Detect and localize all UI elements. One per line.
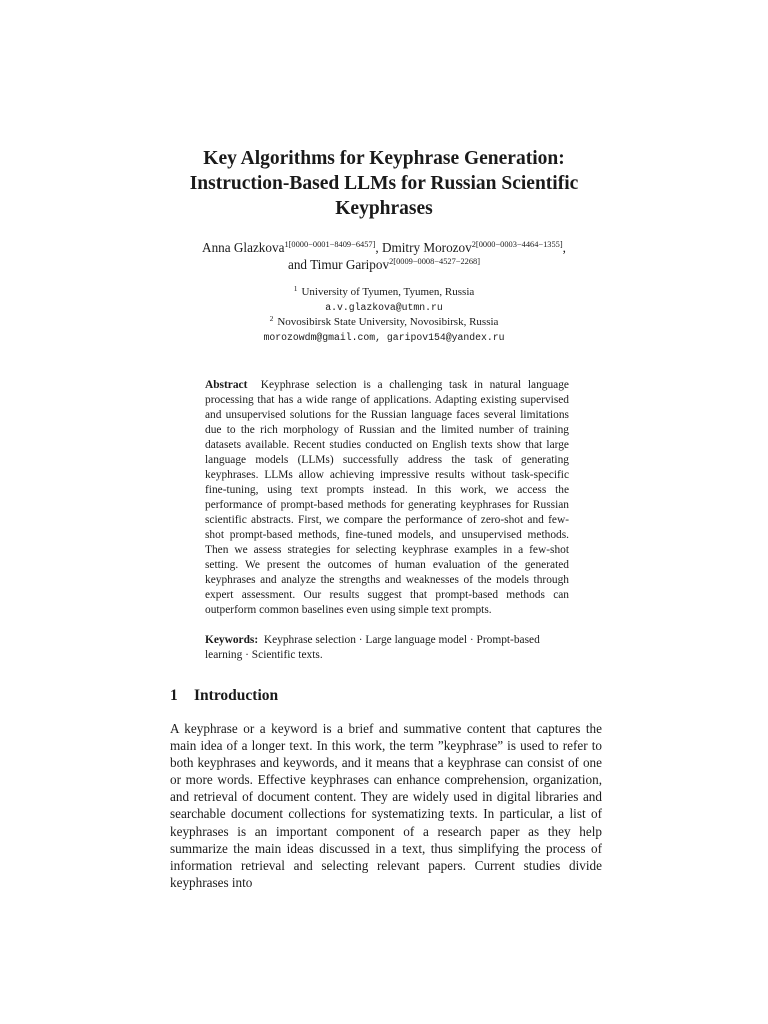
keywords-label: Keywords: xyxy=(205,634,259,646)
author-orcid: 2[0000−0003−4464−1355] xyxy=(471,240,563,249)
affiliations xyxy=(100,285,668,345)
abstract-text: Keyphrase selection is a challenging task in natural language processing that has a wide range of applications. Adapting existing supervised and unsupervised solutions for the Russian language faces several limitations due to the rich morphology of Russian and the limited number of training datasets available. Recent studies conducted on English texts show that large language models (LLMs) successfully address the task of generating keyphrases. LLMs allow achieving impressive results without task-specific fine-tuning, using text prompts instead. In this work, we access the performance of prompt-based methods for generating keyphrases for Russian scientific abstracts. First, we compare the performance of zero-shot and few-shot prompt-based methods, fine-tuned models, and unsupervised methods. Then we assess strategies for selecting keyphrase examples in a few-shot setting. We present the outcomes of human evaluation of the generated keyphrases and analyze the strengths and weaknesses of the models through expert assessment. Our results suggest that prompt-based methods can outperform common baselines even using simple text prompts. xyxy=(205,379,569,616)
author-name: Dmitry Morozov xyxy=(381,240,472,255)
title-line: Keyphrases xyxy=(335,198,433,219)
author-line xyxy=(100,239,668,256)
title-line: Key Algorithms for Keyphrase Generation: xyxy=(203,148,565,169)
keywords-text: Keyphrase selection · Large language model · Prompt-based learning · Scientific texts. xyxy=(205,634,540,661)
abstract-label: Abstract xyxy=(205,379,248,391)
author-name: Anna Glazkova xyxy=(202,240,285,255)
paper-title xyxy=(120,146,648,221)
affiliation-number: 1 xyxy=(293,284,298,293)
affiliation-2 xyxy=(100,315,668,330)
affiliation-1 xyxy=(100,285,668,300)
affiliation-number: 2 xyxy=(269,314,274,323)
section-heading xyxy=(170,687,278,705)
author-orcid: 1[0000−0001−8409−6457] xyxy=(284,240,376,249)
author-name: Timur Garipov xyxy=(310,257,390,272)
author-separator: , xyxy=(562,240,566,255)
author-separator: , xyxy=(375,240,382,255)
affiliation-text: University of Tyumen, Tyumen, Russia xyxy=(301,286,475,298)
author-line xyxy=(100,256,668,273)
author-conjunction: and xyxy=(287,257,311,272)
author-orcid: 2[0009−0008−4527−2268] xyxy=(389,257,481,266)
affiliation-email: morozowdm@gmail.com, garipov154@yandex.ru xyxy=(263,332,505,343)
affiliation-email: a.v.glazkova@utmn.ru xyxy=(325,302,443,313)
keywords xyxy=(205,633,569,663)
author-list xyxy=(100,239,668,273)
intro-paragraph: A keyphrase or a keyword is a brief and summative content that captures the main idea of a longer text. In this work, the term ”keyphrase” is used to refer to both keyphrases and keywords, and it means that a keyphrase can consist of one or more words. Effective keyphrases can enhance comprehension, organization, and retrieval of document content. They are widely used in digital libraries and searchable document collections for systematizing texts. In particular, a list of keyphrases is an important component of a research paper as they help summarize the main ideas discussed in a text, thus simplifying the process of information retrieval and selecting relevant papers. Current studies divide keyphrases into xyxy=(170,721,602,890)
section-title: Introduction xyxy=(194,687,279,704)
title-line: Instruction-Based LLMs for Russian Scientific xyxy=(189,173,579,194)
affiliation-text: Novosibirsk State University, Novosibirsk, Russia xyxy=(277,316,499,328)
section-number: 1 xyxy=(170,687,178,704)
abstract xyxy=(205,378,569,618)
